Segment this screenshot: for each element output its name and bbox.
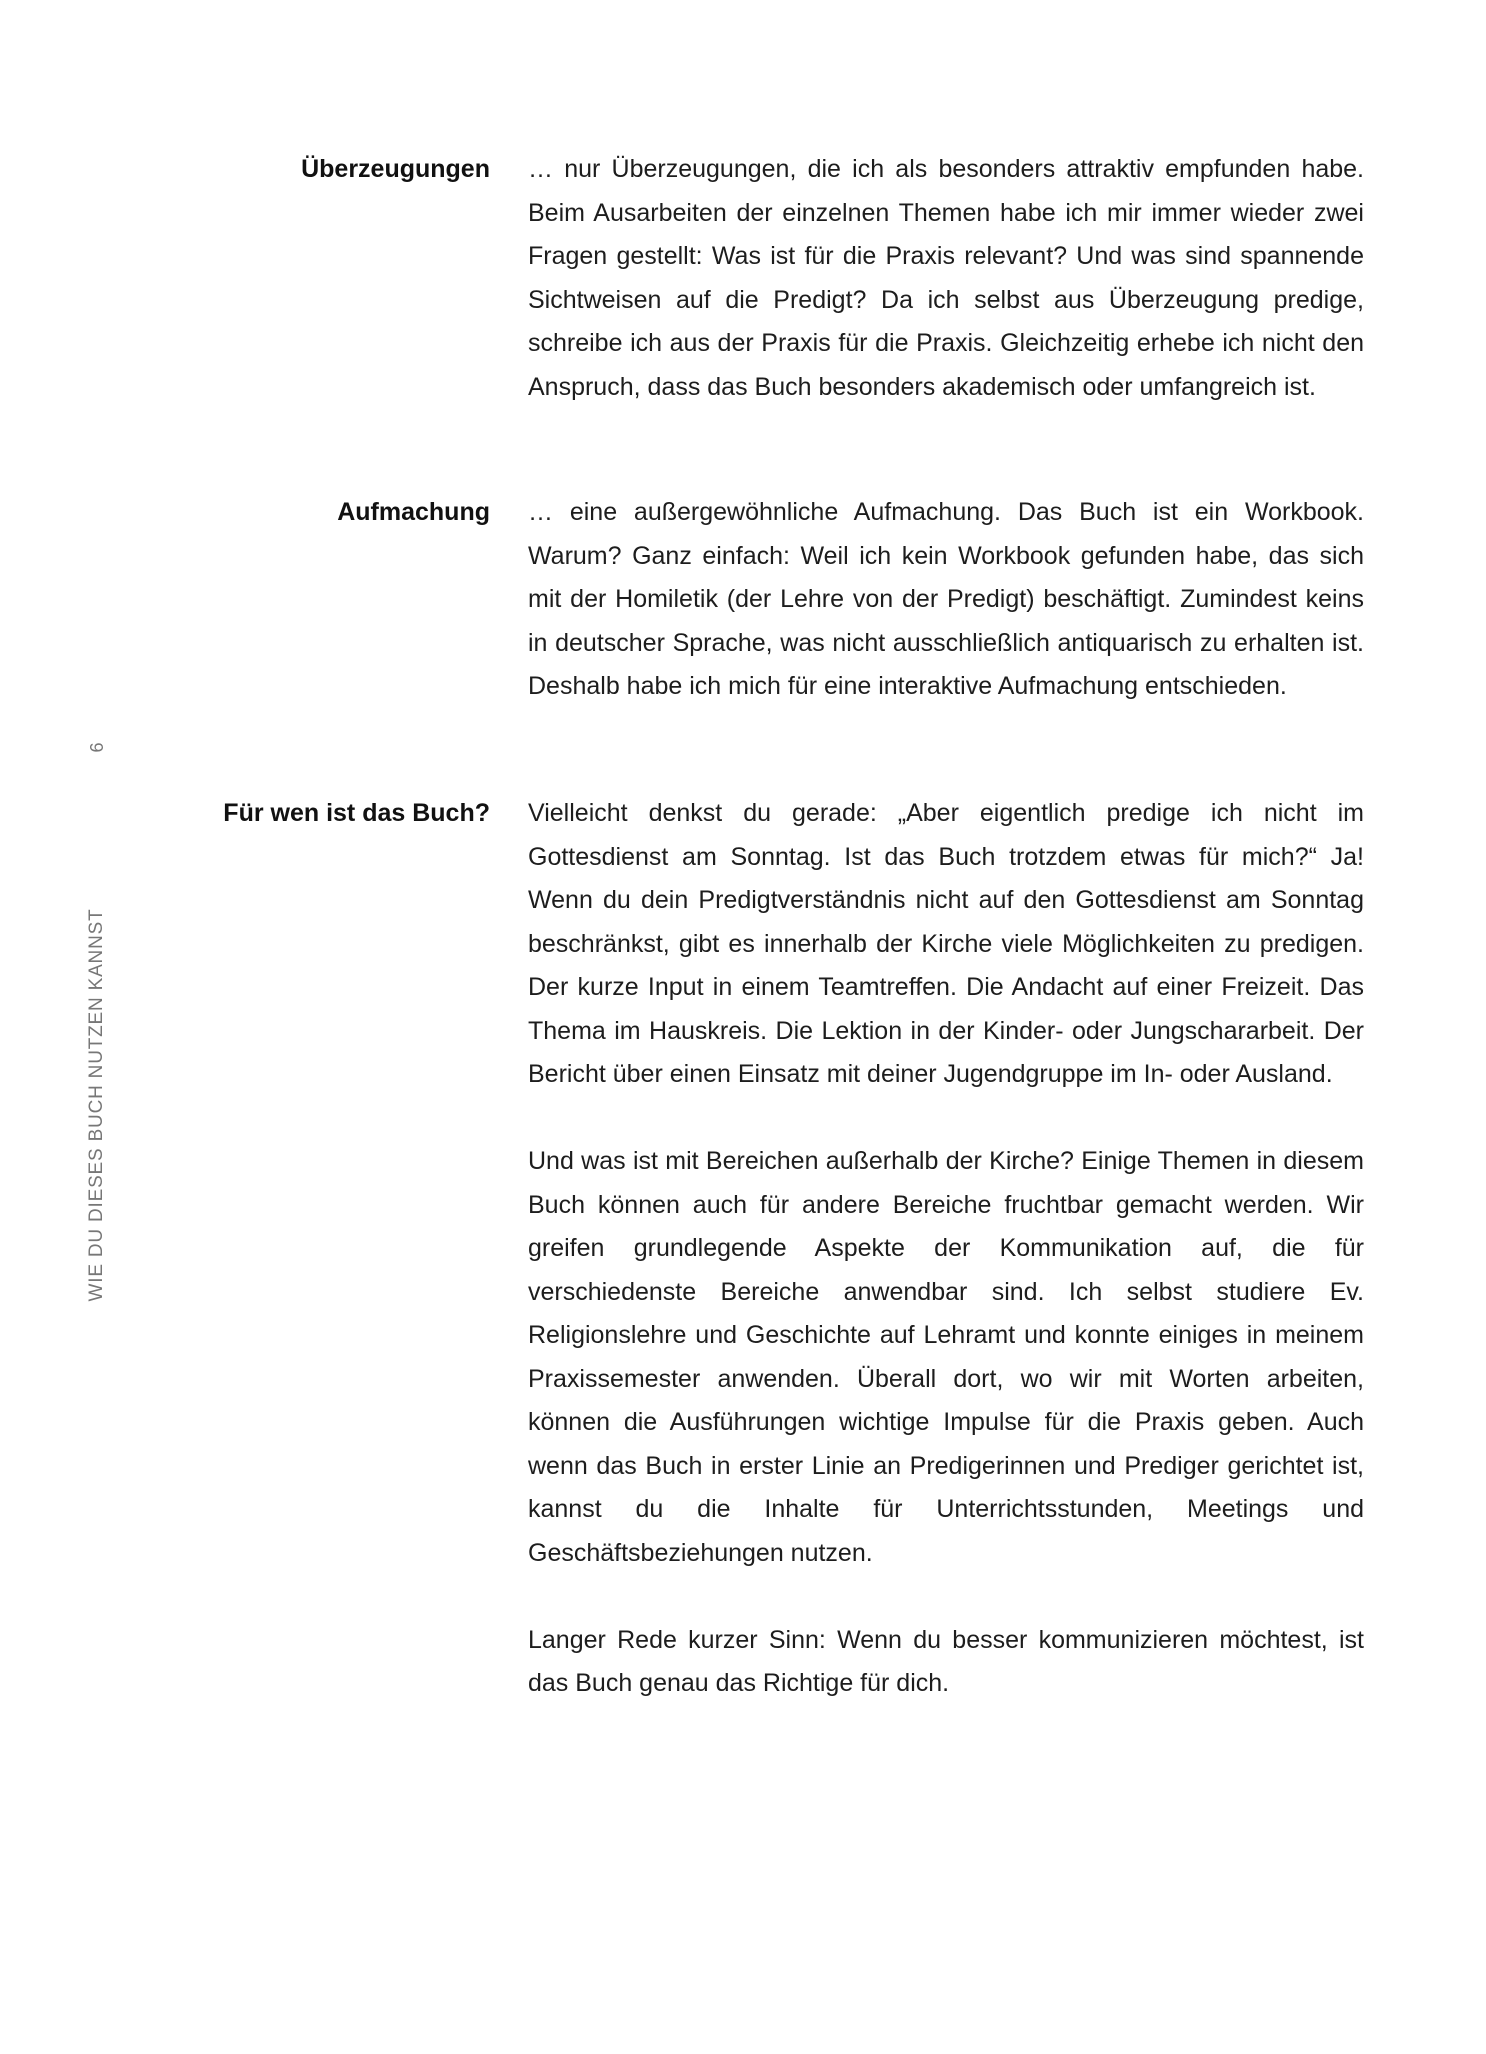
paragraph: Langer Rede kurzer Sinn: Wenn du besser kommunizieren möchtest, ist das Buch genau das Richtige für dich.	[528, 1625, 1364, 1697]
page-margin	[80, 730, 114, 1330]
paragraph: Und was ist mit Bereichen außerhalb der Kirche? Einige Themen in diesem Buch können auch für andere Bereiche fruchtbar gemacht werden. Wir greifen grundlegende Aspekte der Kommunikation auf, die für verschiedenste Bereiche anwendbar sind. Ich selbst studiere Ev. Religionslehre und Geschichte auf Lehramt und konnte einiges in meinem Praxissemester anwenden. Überall dort, wo wir mit Worten arbeiten, können die Ausführungen wichtige Impulse für die Praxis geben. Auch wenn das Buch in erster Linie an Predigerinnen und Prediger gerichtet ist, kannst du die Inhalte für Unterrichtsstunden, Meetings und Geschäftsbeziehungen nutzen.	[528, 1147, 1364, 1567]
paragraph: … nur Überzeugungen, die ich als besonders attraktiv empfunden habe. Beim Ausarbeiten der einzelnen Themen habe ich mir immer wieder zwei Fragen gestellt: Was ist für die Praxis relevant? Und was sind spannende Sichtweisen auf die Predigt? Da ich selbst aus Überzeugung predige, schreibe ich aus der Praxis für die Praxis. Gleichzeitig erhebe ich nicht den Anspruch, dass das Buch besonders akademisch oder umfangreich ist.	[528, 155, 1364, 401]
section-heading: Überzeugungen	[301, 155, 490, 183]
paragraph: Vielleicht denkst du gerade: „Aber eigentlich predige ich nicht im Gottesdienst am Sonntag. Ist das Buch trotzdem etwas für mich?“ Ja! Wenn du dein Predigtverständnis nicht auf den Gottesdienst am Sonntag beschränkst, gibt es innerhalb der Kirche viele Möglichkeiten zu predigen. Der kurze Input in einem Teamtreffen. Die Andacht auf einer Freizeit. Das Thema im Hauskreis. Die Lektion in der Kinder- oder Jungschararbeit. Der Bericht über einen Einsatz mit deiner Jugendgruppe im In- oder Ausland.	[528, 799, 1364, 1088]
section-body	[528, 491, 1364, 709]
page-number: 6	[87, 741, 107, 753]
section-body	[528, 148, 1364, 409]
section-heading: Aufmachung	[337, 498, 490, 526]
running-head	[80, 880, 114, 1330]
running-head-text: WIE DU DIESES BUCH NUTZEN KANNST	[86, 908, 107, 1302]
section-heading: Für wen ist das Buch?	[223, 799, 490, 827]
paragraph: … eine außergewöhnliche Aufmachung. Das Buch ist ein Workbook. Warum? Ganz einfach: Weil ich kein Workbook gefunden habe, das sich mit der Homiletik (der Lehre von der Predigt) beschäftigt. Zumindest keins in deutscher Sprache, was nicht ausschließlich antiquarisch zu erhalten ist. Deshalb habe ich mich für eine interaktive Aufmachung entschieden.	[528, 498, 1364, 700]
section-body	[528, 792, 1364, 1706]
